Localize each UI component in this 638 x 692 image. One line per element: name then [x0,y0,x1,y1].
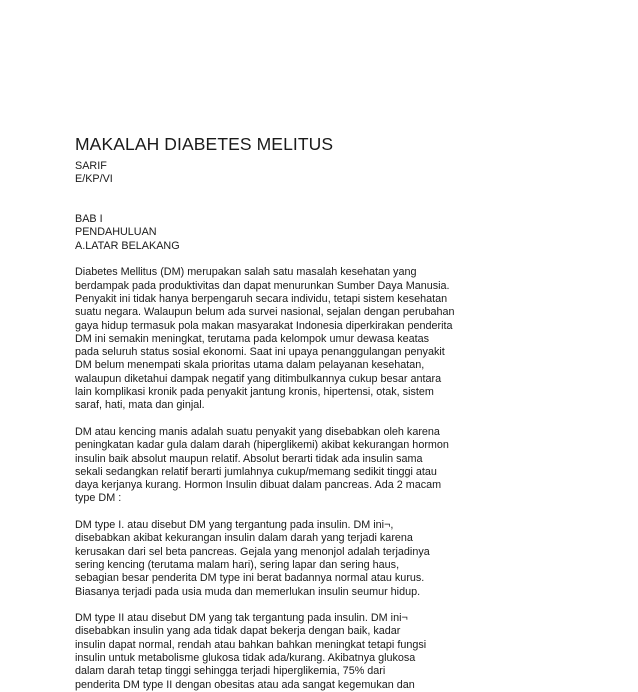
paragraph [75,266,475,412]
paragraph [75,426,475,506]
paragraph-line: disebabkan insulin yang ada tidak dapat bekerja dengan baik, kadar [75,625,401,638]
paragraph-line: suatu negara. Walaupun belum ada survei nasional, sejalan dengan perubahan [75,306,455,319]
paragraph-line: sekali sedangkan relatif berarti jumlahnya cukup/memang sedikit tinggi atau [75,465,437,478]
body-text [75,266,475,692]
paragraph-line: saraf, hati, mata dan ginjal. [75,399,205,412]
paragraph-line: DM type I. atau disebut DM yang tergantung pada insulin. DM ini¬, [75,519,394,532]
paragraph-line: DM atau kencing manis adalah suatu penyakit yang disebabkan oleh karena [75,425,440,438]
paragraph-line: berdampak pada produktivitas dan dapat menurunkan Sumber Daya Manusia. [75,279,450,292]
paragraph-line: disebabkan akibat kekurangan insulin dalam darah yang terjadi karena [75,532,413,545]
paragraph-line: Penyakit ini tidak hanya berpengaruh secara individu, tetapi sistem kesehatan [75,292,448,305]
paragraph-line: daya kerjanya kurang. Hormon Insulin dibuat dalam pancreas. Ada 2 macam [75,479,442,492]
paragraph-line: gaya hidup termasuk pola makan masyarakat Indonesia diperkirakan penderita [75,319,453,332]
paragraph-line: kerusakan dari sel beta pancreas. Gejala yang menonjol adalah terjadinya [75,545,430,558]
class-code: E/KP/VI [75,173,113,186]
paragraph-line: walaupun diketahui dampak negatif yang ditimbulkannya cukup besar antara [75,372,442,385]
paragraph-line: sering kencing (terutama malam hari), sering lapar dan sering haus, [75,558,400,571]
paragraph-line: insulin baik absolut maupun relatif. Absolut berarti tidak ada insulin sama [75,452,423,465]
paragraph-line: DM belum menempati skala prioritas utama dalam pelayanan kesehatan, [75,359,425,372]
spacer [75,200,475,213]
paragraph-line: DM type II atau disebut DM yang tak tergantung pada insulin. DM ini¬ [75,612,408,625]
paragraph-line: sebagian besar penderita DM type ini berat badannya normal atau kurus. [75,572,425,585]
paragraph-line: penderita DM type II dengan obesitas atau ada sangat kegemukan dan [75,678,415,691]
author-name: SARIF [75,160,107,172]
paragraph [75,519,475,599]
document-page [75,133,475,692]
paragraph-line: Biasanya terjadi pada usia muda dan memerlukan insulin seumur hidup. [75,585,421,598]
spacer [75,599,475,612]
spacer [75,413,475,426]
spacer [75,253,475,266]
chapter-title: PENDAHULUAN [75,226,157,239]
paragraph-line: pada seluruh status sosial ekonomi. Saat ini upaya penanggulangan penyakit [75,346,445,359]
paragraph-line: Diabetes Mellitus (DM) merupakan salah satu masalah kesehatan yang [75,266,417,279]
paragraph-line: lain komplikasi kronik pada penyakit jantung kronis, hipertensi, otak, sistem [75,386,434,399]
paragraph-line: insulin dapat normal, rendah atau bahkan bahkan meningkat tetapi fungsi [75,638,427,651]
paragraph-line: dalam darah tetap tinggi sehingga terjadi hiperglikemia, 75% dari [75,665,386,678]
chapter-label: BAB I [75,213,103,226]
spacer [75,506,475,519]
section-heading: A.LATAR BELAKANG [75,239,180,252]
paragraph-line: insulin untuk metabolisme glukosa tidak ada/kurang. Akibatnya glukosa [75,651,416,664]
spacer [75,187,475,200]
document-title: MAKALAH DIABETES MELITUS [75,134,334,154]
paragraph-line: type DM : [75,492,122,505]
paragraph-line: peningkatan kadar gula dalam darah (hiperglikemi) akibat kekurangan hormon [75,439,449,452]
paragraph [75,612,475,692]
paragraph-line: DM ini semakin meningkat, terutama pada kelompok umur dewasa keatas [75,332,430,345]
